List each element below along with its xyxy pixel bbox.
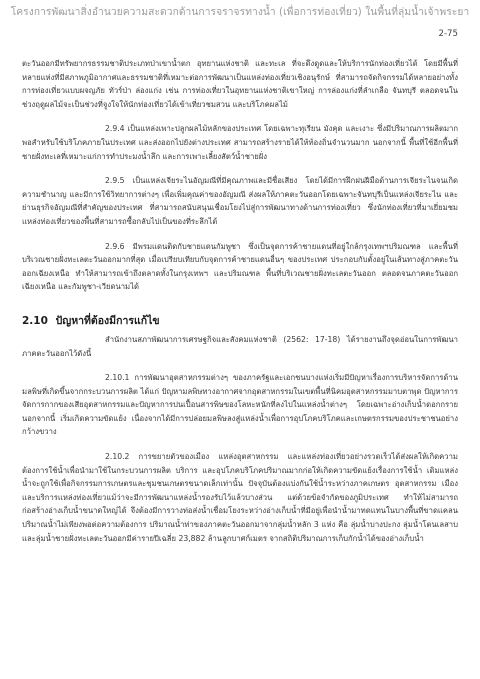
section-number: 2.10 [22, 314, 48, 327]
paragraph-2-9-5: 2.9.5 เป็นแหล่งเจียระไนอัญมณีที่มีคุณภาพและมีชื่อเสียง โดยได้มีการฝึกฝนฝีมือด้านการเจียระไนจนเกิดความชำนาญ และมีการใช้วิทยาการต่างๆ เพื่อเพิ่มคุณค่าของอัญมณี ส่งผลให้ภาคตะวันออกโดยเฉพาะจันทบุรีเป็นแหล่งเจียระไน และย่านธุรกิจอัญมณีที่สำคัญของประเทศ ที่สามารถสนับสนุนเชื่อมโยงไปสู่การพัฒนาทางด้านการท่องเที่ยว ซึ่งนักท่องเที่ยวที่มาเยี่ยมชมแหล่งท่องเที่ยวของพื้นที่สามารถซื้อกลับไปเป็นของที่ระลึกได้ [22, 176, 458, 226]
paragraph-2-9-4: 2.9.4 เป็นแหล่งเพาะปลูกผลไม้หลักของประเทศ โดยเฉพาะทุเรียน มังคุด และเงาะ ซึ่งมีปริมาณการผลิตมากพอสำหรับใช้บริโภคภายในประเทศ และส่งออกไปยังต่างประเทศ สามารถสร้างรายได้ให้ท้องถิ่นจำนวนมาก นอกจากนี้ พื้นที่ใช้อีกพื้นที่ชายฝั่งทะเลที่เหมาะแก่การทำประมงน้ำลึก และการเพาะเลี้ยงสัตว์น้ำชายฝั่ง [22, 124, 458, 161]
paragraph-2-10-1: 2.10.1 การพัฒนาอุตสาหกรรมต่างๆ ของภาครัฐและเอกชนบางแห่งเริ่มมีปัญหาเรื่องการบริหารจัดการด้านมลพิษที่เกิดขึ้นจากกระบวนการผลิต ได้แก่ ปัญหามลพิษทางอากาศจากอุตสาหกรรมในเขตพื้นที่นิคมอุตสาหกรรมมาบตาพุด ปัญหาการจัดการกากของเสียอุตสาหกรรมและปัญหาการปนเปื้อนสารพิษของโลหะหนักที่ลงไปในแหล่งน้ำต่างๆ โดยเฉพาะอ่างเก็บน้ำดอกกราย นอกจากนี้ เริ่มเกิดความขัดแย้ง เนื่องจากได้มีการปล่อยมลพิษลงสู่แหล่งน้ำเพื่อการอุปโภคบริโภคและเกษตรกรรมของประชาชนอย่างกว้างขวาง [22, 373, 458, 437]
paragraph-2-9-6: 2.9.6 มีพรมแดนติดกับชายแดนกัมพูชา ซึ่งเป็นจุดการค้าชายแดนที่อยู่ใกล้กรุงเทพฯปริมณฑล และพื้นที่บริเวณชายฝั่งทะเลตะวันออกมากที่สุด เมื่อเปรียบเทียบกับจุดการค้าชายแดนอื่นๆ ของประเทศ ประกอบกับตั้งอยู่ในเส้นทางสู่ภาคตะวันออกเฉียงเหนือ ทำให้สามารถเข้าถึงตลาดทั้งในกรุงเทพฯ และปริมณฑล พื้นที่บริเวณชายฝั่งทะเลตะวันออก ตลอดจนภาคตะวันออกเฉียงเหนือ และกัมพูชา-เวียดนามได้ [22, 241, 458, 292]
paragraph-continued: ตะวันออกมีทรัพยากรธรรมชาติประเภทป่าเขาน้ำตก อุทยานแห่งชาติ และทะเล ที่จะดึงดูดและให้บริการนักท่องเที่ยวได้ โดยมีพื้นที่หลายแห่งที่มีสภาพภูมิอากาศและธรรมชาติที่เหมาะต่อการพัฒนาเป็นแหล่งท่องเที่ยวเชิงอนุรักษ์ ที่สามารถจัดกิจกรรมได้หลายอย่างทั้งการท่องเที่ยวแบบผจญภัย ทัวร์ป่า ล่องแก่ง เช่น การท่องเที่ยวในอุทยานแห่งชาติเขาใหญ่ การล่องแก่งที่ลำเกลือ จันทบุรี ตลอดจนในช่วงฤดูผลไม้จะเป็นช่วงที่จูงใจให้นักท่องเที่ยวได้เข้าเที่ยวชมสวน และบริโภคผลไม้ [22, 59, 458, 109]
paragraph-2-10-2: 2.10.2 การขยายตัวของเมือง แหล่งอุตสาหกรรม และแหล่งท่องเที่ยวอย่างรวดเร็วได้ส่งผลให้เกิดความต้องการใช้น้ำเพื่อนำมาใช้ในกระบวนการผลิต บริการ และอุปโภคบริโภคปริมาณมากก่อให้เกิดความขัดแย้งเรื่องการใช้น้ำ เดิมแหล่งน้ำจะถูกใช้เพื่อกิจกรรมการเกษตรและชุมชนเกษตรขนาดเล็กเท่านั้น ปัจจุบันต้องแบ่งกันใช้น้ำระหว่างภาคเกษตร อุตสาหกรรม เมืองและบริการแหล่งท่องเที่ยวแม้ว่าจะมีการพัฒนาแหล่งน้ำรองรับไว้แล้วบางส่วน แต่ด้วยข้อจำกัดของภูมิประเทศ ทำให้ไม่สามารถก่อสร้างอ่างเก็บน้ำขนาดใหญ่ได้ จึงต้องมีการวางท่อส่งน้ำเชื่อมโยงระหว่างอ่างเก็บน้ำที่มีอยู่เพื่อนำน้ำมาทดแทนในบางพื้นที่ขาดแคลนปริมาณน้ำไม่เพียงพอต่อความต้องการ ปริมาณน้ำท่าของภาคตะวันออกมาจากลุ่มน้ำหลัก 3 แห่ง คือ ลุ่มน้ำบางปะกง ลุ่มน้ำโตนเลสาบ และลุ่มน้ำชายฝั่งทะเลตะวันออกมีค่ารายปีเฉลี่ย 23,882 ล้านลูกบาศก์เมตร จากสถิติปริมาณการเก็บกักน้ำได้ของอ่างเก็บน้ำ [22, 452, 458, 543]
running-header: โครงการพัฒนาสิ่งอำนวยความสะดวกด้านการจราจรทางน้ำ (เพื่อการท่องเที่ยว) ในพื้นที่ลุ่มน้ำเจ้าพระยา [10, 7, 470, 18]
section-title: ปัญหาที่ต้องมีการแก้ไข [55, 314, 160, 327]
page-body [22, 57, 458, 556]
section-heading [22, 312, 458, 329]
paragraph-intro: สำนักงานสภาพัฒนาการเศรษฐกิจและสังคมแห่งชาติ (2562: 17-18) ได้รายงานถึงจุดอ่อนในการพัฒนาภาคตะวันออกไว้ดังนี้ [22, 334, 458, 358]
page-number: 2-75 [438, 29, 458, 39]
